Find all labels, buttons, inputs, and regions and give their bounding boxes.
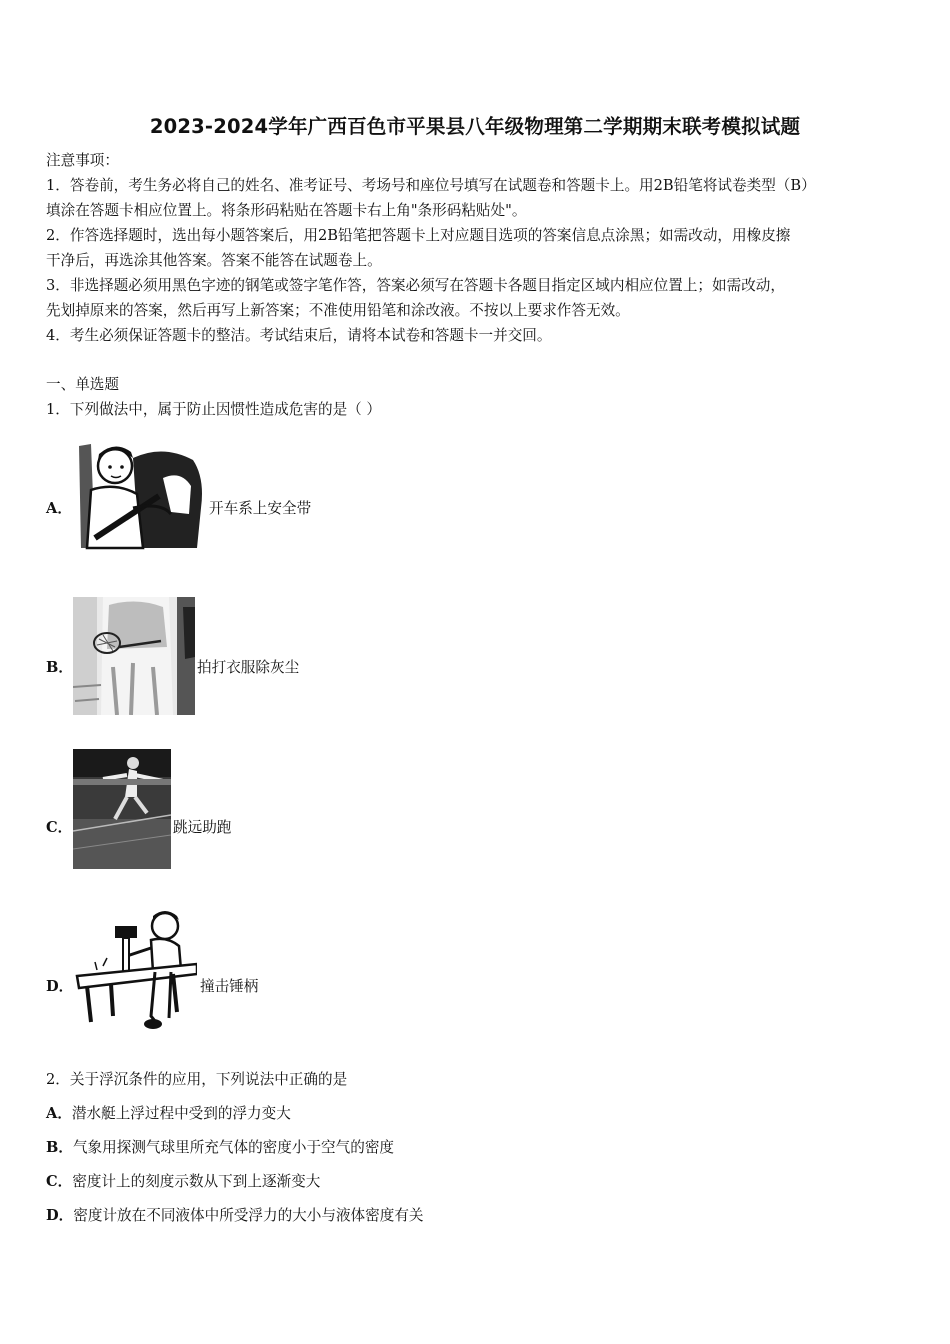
q2-option-a-text: 潜水艇上浮过程中受到的浮力变大 [71,1105,291,1122]
q1-option-a-text: 开车系上安全带 [209,500,312,517]
notice-line: 4．考生必须保证答题卡的整洁。考试结束后，请将本试卷和答题卡一并交回。 [46,327,552,344]
q2-option-b-text: 气象用探测气球里所充气体的密度小于空气的密度 [72,1139,395,1156]
q2-option-d [46,1206,424,1226]
notice-line: 先划掉原来的答案，然后再写上新答案；不准使用铅笔和涂改液。不按以上要求作答无效。 [46,302,630,319]
q2-option-d-text: 密度计放在不同液体中所受浮力的大小与液体密度有关 [73,1207,424,1224]
q1-option-c-label: C． [46,819,73,836]
beating-clothes-picture [73,597,195,715]
q2-option-c [46,1172,320,1192]
question-1-stem: 1．下列做法中，属于防止因惯性造成危害的是（ ） [46,401,381,418]
notice-line: 2．作答选择题时，选出每小题答案后，用2B铅笔把答题卡上对应题目选项的答案信息点涂黑；如需改动，用橡皮擦 [46,227,791,244]
q1-option-d-label: D． [46,978,74,995]
q2-option-d-label: D． [46,1207,74,1224]
q2-option-b [46,1138,394,1158]
q1-option-b-text: 拍打衣服除灰尘 [197,659,300,676]
q1-option-a-label: A． [46,500,72,517]
q1-option-d-text: 撞击锤柄 [200,978,259,995]
notice-line: 干净后，再选涂其他答案。答案不能答在试题卷上。 [46,252,382,269]
section-heading: 一、单选题 [46,376,119,393]
long-jump-run-picture [73,749,171,869]
q2-option-a-label: A． [46,1105,72,1122]
q2-option-c-text: 密度计上的刻度示数从下到上逐渐变大 [72,1173,321,1190]
seatbelt-driver-picture [73,438,205,550]
notice-heading: 注意事项： [46,152,119,169]
q1-option-c-text: 跳远助跑 [173,819,232,836]
q2-option-a [46,1104,291,1124]
notice-line: 填涂在答题卡相应位置上。将条形码粘贴在答题卡右上角"条形码粘贴处"。 [46,202,527,219]
q2-option-c-label: C． [46,1173,73,1190]
hammer-handle-picture [73,908,197,1032]
q2-option-b-label: B． [46,1139,73,1156]
notice-line: 3．非选择题必须用黑色字迹的钢笔或签字笔作答，答案必须写在答题卡各题目指定区域内相应位置上；如需改动， [46,277,785,294]
q1-option-b-label: B． [46,659,73,676]
page-title: 2023-2024学年广西百色市平果县八年级物理第二学期期末联考模拟试题 [149,115,801,138]
question-2-stem: 2．关于浮沉条件的应用，下列说法中正确的是 [46,1071,348,1088]
notice-line: 1．答卷前，考生务必将自己的姓名、准考证号、考场号和座位号填写在试题卷和答题卡上。用2B铅笔将试卷类型（B） [46,177,816,194]
